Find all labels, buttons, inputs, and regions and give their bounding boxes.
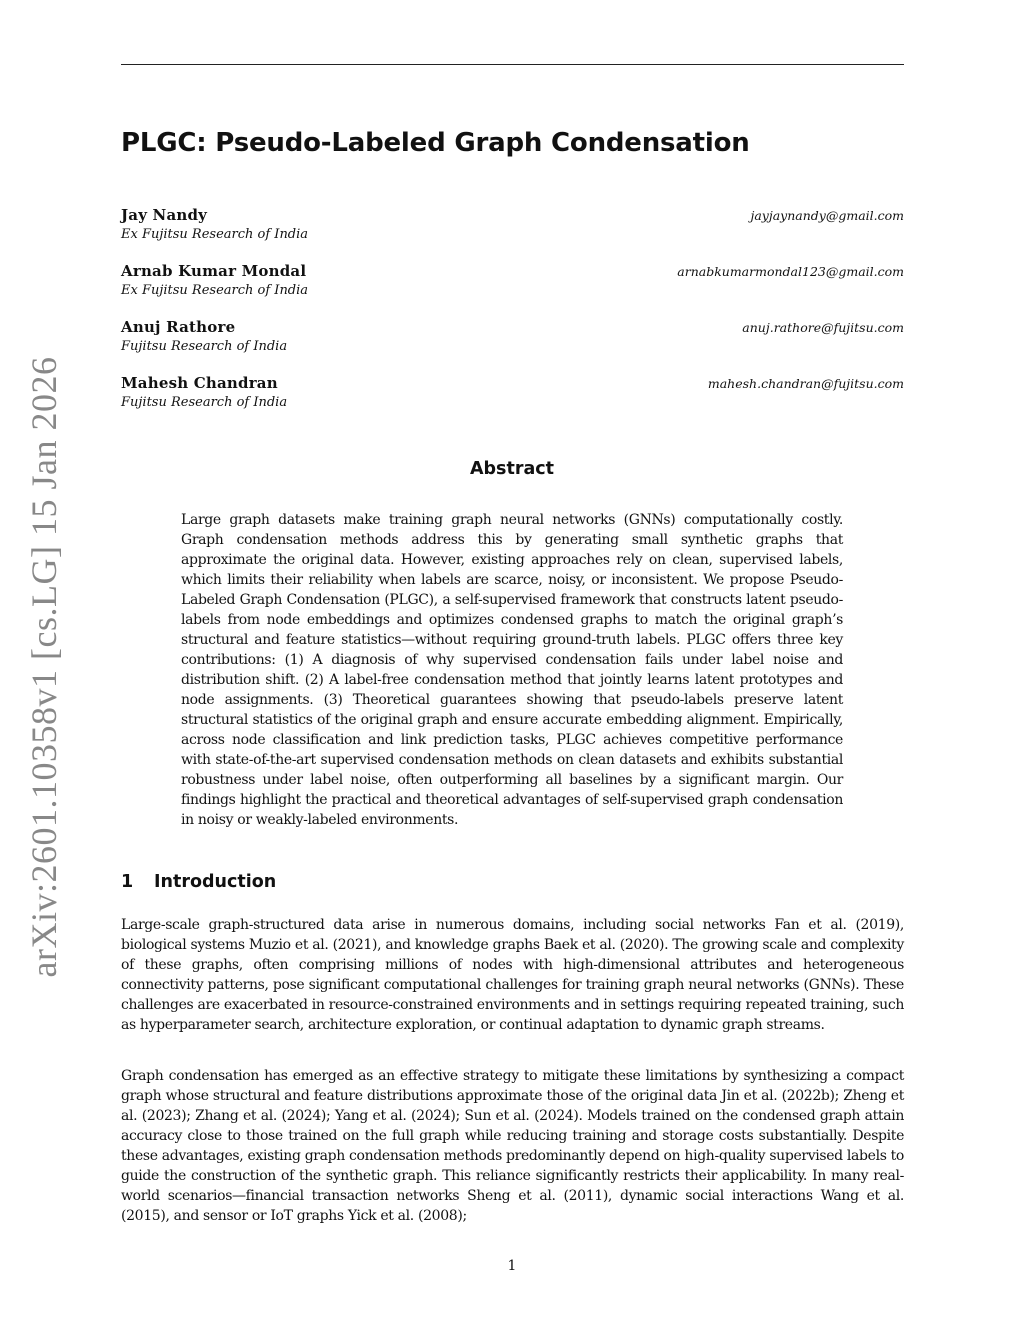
author-affiliation: Fujitsu Research of India — [121, 339, 288, 354]
arxiv-stamp: arXiv:2601.10358v1 [cs.LG] 15 Jan 2026 — [24, 356, 64, 978]
author-name: Mahesh Chandran — [121, 374, 278, 392]
author-block — [121, 374, 904, 430]
author-affiliation: Fujitsu Research of India — [121, 395, 288, 410]
page-number: 1 — [507, 1258, 517, 1274]
author-name: Anuj Rathore — [121, 318, 236, 336]
abstract-text: Large graph datasets make training graph neural networks (GNNs) computationally costly. Graph condensation methods address this by generating small synthetic graphs that approximate the original data. However, existing approaches rely on clean, supervised labels, which limits their reliability when labels are scarce, noisy, or inconsistent. We propose Pseudo-Labeled Graph Condensation (PLGC), a self-supervised framework that constructs latent pseudo-labels from node embeddings and optimizes condensed graphs to match the original graph’s structural and feature statistics—without requiring ground-truth labels. PLGC offers three key contributions: (1) A diagnosis of why supervised condensation fails under label noise and distribution shift. (2) A label-free condensation method that jointly learns latent prototypes and node assignments. (3) Theoretical guarantees showing that pseudo-labels preserve latent structural statistics of the original graph and ensure accurate embedding alignment. Empirically, across node classification and link prediction tasks, PLGC achieves competitive performance with state-of-the-art supervised condensation methods on clean datasets and exhibits substantial robustness under label noise, often outperforming all baselines by a significant margin. Our findings highlight the practical and theoretical advantages of self-supervised graph condensation in noisy or weakly-labeled environments. — [181, 512, 843, 828]
section-heading — [121, 872, 276, 892]
section-number: 1 — [121, 872, 134, 892]
body-paragraph: Large-scale graph-structured data arise in numerous domains, including social networks Fan et al. (2019), biological systems Muzio et al. (2021), and knowledge graphs Baek et al. (2020). The growing scale and complexity of these graphs, often comprising millions of nodes with high-dimensional attributes and heterogeneous connectivity patterns, pose significant computational challenges for training graph neural networks (GNNs). These challenges are exacerbated in resource-constrained environments and in settings requiring repeated training, such as hyperparameter search, architecture exploration, or continual adaptation to dynamic graph streams. — [121, 917, 904, 1033]
author-block — [121, 262, 904, 318]
author-email: jayjaynandy@gmail.com — [750, 208, 904, 223]
abstract-heading: Abstract — [469, 459, 555, 479]
author-affiliation: Ex Fujitsu Research of India — [121, 283, 309, 298]
top-rule — [121, 64, 904, 65]
author-name: Jay Nandy — [121, 206, 208, 224]
author-name: Arnab Kumar Mondal — [121, 262, 307, 280]
author-affiliation: Ex Fujitsu Research of India — [121, 227, 309, 242]
author-block — [121, 318, 904, 374]
section-title: Introduction — [154, 872, 277, 892]
paper-title: PLGC: Pseudo-Labeled Graph Condensation — [121, 128, 750, 158]
author-email: arnabkumarmondal123@gmail.com — [677, 264, 904, 279]
author-email: anuj.rathore@fujitsu.com — [742, 320, 904, 335]
body-paragraph: Graph condensation has emerged as an effective strategy to mitigate these limitations by synthesizing a compact graph whose structural and feature distributions approximate those of the original data Jin et al. (2022b); Zheng et al. (2023); Zhang et al. (2024); Yang et al. (2024); Sun et al. (2024). Models trained on the condensed graph attain accuracy close to those trained on the full graph while reducing training and storage costs substantially. Despite these advantages, existing graph condensation methods predominantly depend on high-quality supervised labels to guide the construction of the synthetic graph. This reliance significantly restricts their applicability. In many real-world scenarios—financial transaction networks Sheng et al. (2011), dynamic social interactions Wang et al. (2015), and sensor or IoT graphs Yick et al. (2008); — [121, 1068, 904, 1224]
author-block — [121, 206, 904, 262]
author-email: mahesh.chandran@fujitsu.com — [707, 376, 904, 391]
author-list — [121, 206, 904, 430]
